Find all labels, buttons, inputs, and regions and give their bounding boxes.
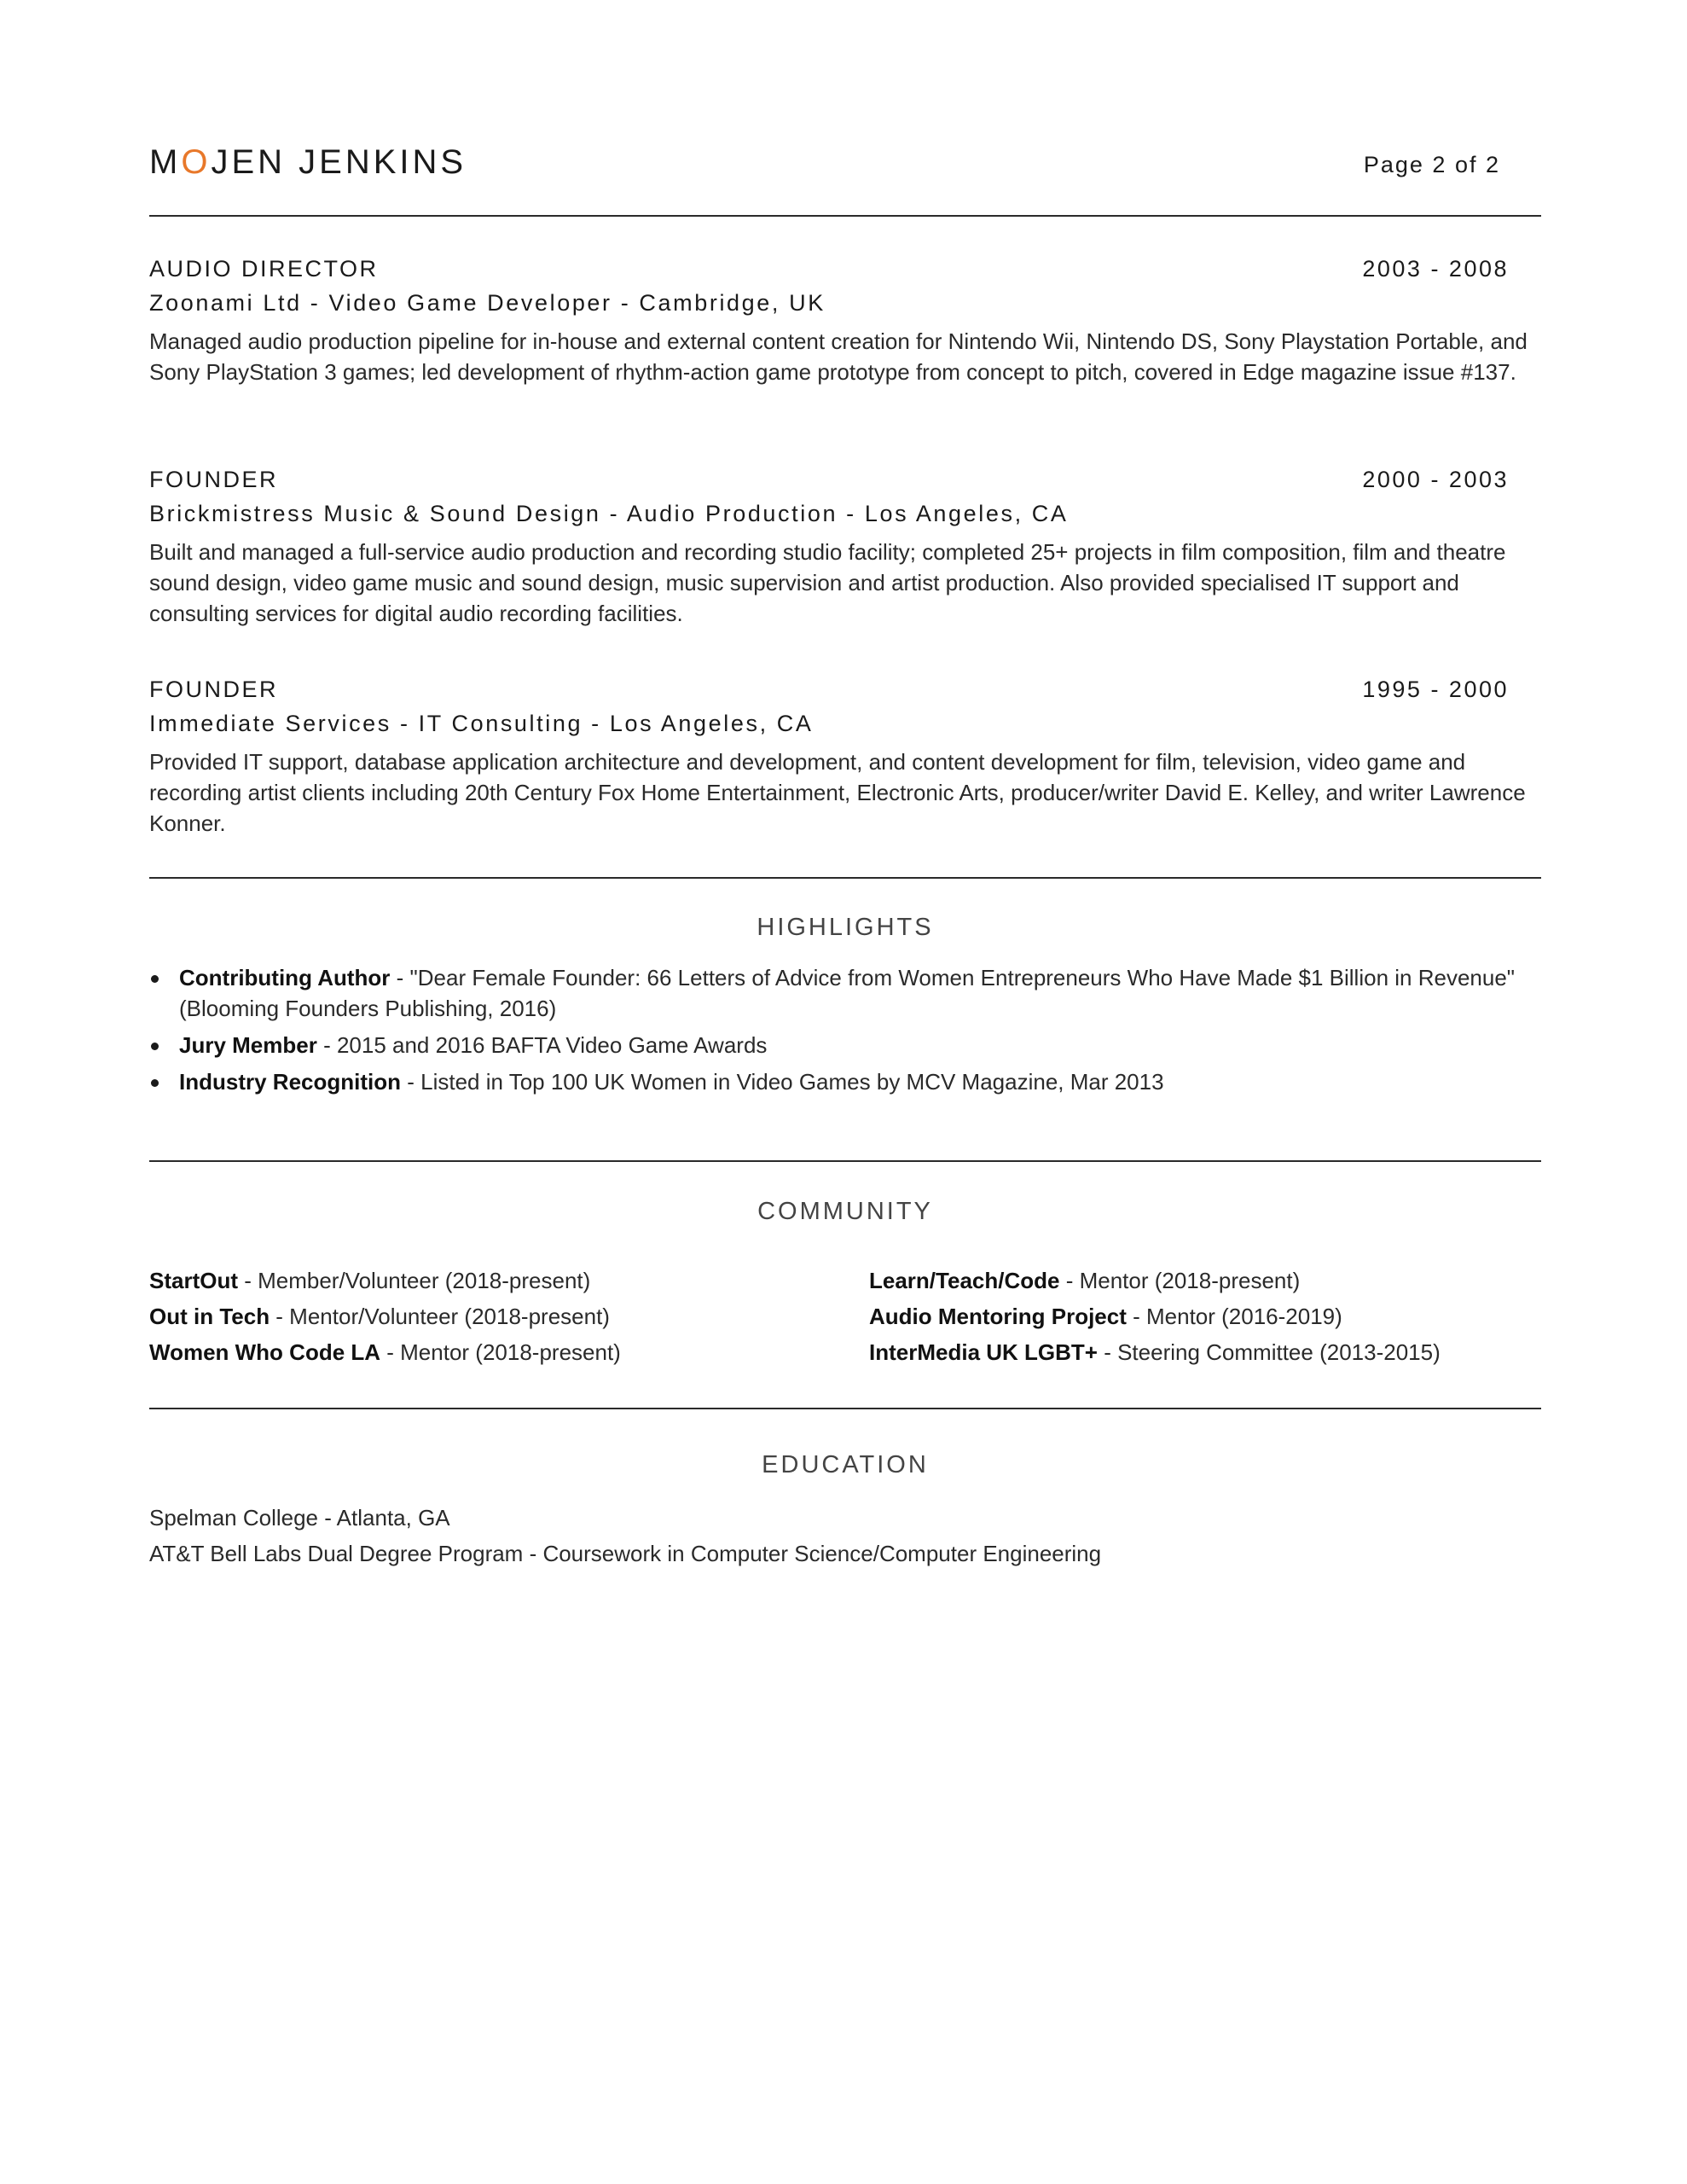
- community-org: Women Who Code LA: [149, 1339, 381, 1365]
- community-org: Out in Tech: [149, 1304, 270, 1329]
- job-title: FOUNDER: [149, 677, 278, 702]
- section-divider: [149, 1160, 1541, 1162]
- community-org: InterMedia UK LGBT+: [869, 1339, 1098, 1365]
- job-organization: Zoonami Ltd - Video Game Developer - Cambridge, UK: [149, 290, 826, 316]
- community-item: [149, 1298, 832, 1334]
- highlights-heading: HIGHLIGHTS: [757, 914, 934, 941]
- community-item: [149, 1334, 832, 1370]
- list-item: [149, 962, 1541, 1024]
- job-description: Provided IT support, database application architecture and development, and content development for film, television, video game and recording artist clients including 20th Century Fox Home Entertainment, Electronic Arts, producer/writer David E. Kelley, and writer Lawrence Konner.: [149, 749, 1526, 836]
- highlight-term: Contributing Author: [179, 965, 391, 990]
- community-org: Learn/Teach/Code: [869, 1268, 1060, 1293]
- education-heading: EDUCATION: [762, 1451, 929, 1478]
- job-description: Built and managed a full-service audio production and recording studio facility; completed 25+ projects in film composition, film and theatre sound design, video game music and sound design, music supervision and artist production. Also provided specialised IT support and consulting services for digital audio recording facilities.: [149, 539, 1506, 626]
- highlight-text: - Listed in Top 100 UK Women in Video Games by MCV Magazine, Mar 2013: [401, 1069, 1164, 1095]
- header-divider: [149, 215, 1541, 217]
- highlight-text: - 2015 and 2016 BAFTA Video Game Awards: [316, 1032, 768, 1058]
- job-organization: Brickmistress Music & Sound Design - Audio Production - Los Angeles, CA: [149, 501, 1069, 526]
- highlight-term: Jury Member: [179, 1032, 317, 1058]
- list-item: [149, 1030, 1541, 1060]
- education-line: Spelman College - Atlanta, GA: [149, 1505, 450, 1531]
- job-years: 1995 - 2000: [1362, 677, 1509, 702]
- bullet-icon: [151, 1043, 159, 1050]
- community-role: - Mentor/Volunteer (2018-present): [270, 1304, 610, 1329]
- community-role: - Mentor (2018-present): [1059, 1268, 1301, 1293]
- resume-header: [149, 143, 1541, 186]
- job-description: Managed audio production pipeline for in-house and external content creation for Nintendo Wii, Nintendo DS, Sony Playstation Portable, and Sony PlayStation 3 games; led development of rhythm-action game prototype from concept to pitch, covered in Edge magazine issue #137.: [149, 328, 1528, 385]
- community-org: Audio Mentoring Project: [869, 1304, 1127, 1329]
- community-item: [869, 1263, 1551, 1298]
- name-first-letter: M: [149, 143, 182, 181]
- community-item: [869, 1298, 1551, 1334]
- job-title: FOUNDER: [149, 467, 278, 492]
- section-divider: [149, 1408, 1541, 1409]
- name-rest: JEN JENKINS: [211, 143, 467, 181]
- community-role: - Mentor (2018-present): [380, 1339, 621, 1365]
- bullet-icon: [151, 1079, 159, 1087]
- page-indicator: Page 2 of 2: [1363, 152, 1500, 177]
- community-role: - Member/Volunteer (2018-present): [238, 1268, 591, 1293]
- education-list: [149, 1500, 1101, 1571]
- community-heading: COMMUNITY: [757, 1198, 933, 1225]
- highlights-list: [149, 962, 1541, 1103]
- candidate-name: [149, 143, 467, 182]
- community-role: - Steering Committee (2013-2015): [1097, 1339, 1441, 1365]
- community-left-column: [149, 1263, 832, 1370]
- education-line: AT&T Bell Labs Dual Degree Program - Coursework in Computer Science/Computer Engineering: [149, 1541, 1102, 1566]
- highlight-term: Industry Recognition: [179, 1069, 401, 1095]
- job-years: 2003 - 2008: [1362, 256, 1509, 282]
- job-title: AUDIO DIRECTOR: [149, 256, 379, 282]
- community-item: [149, 1263, 832, 1298]
- highlight-text: - "Dear Female Founder: 66 Letters of Advice from Women Entrepreneurs Who Have Made $1 Billion in Revenue" (Blooming Founders Publishing, 2016): [179, 965, 1516, 1021]
- job-organization: Immediate Services - IT Consulting - Los Angeles, CA: [149, 711, 814, 736]
- list-item: [149, 1066, 1541, 1097]
- community-org: StartOut: [149, 1268, 238, 1293]
- community-right-column: [869, 1263, 1551, 1370]
- bullet-icon: [151, 975, 159, 983]
- community-item: [869, 1334, 1551, 1370]
- community-role: - Mentor (2016-2019): [1126, 1304, 1342, 1329]
- job-years: 2000 - 2003: [1362, 467, 1509, 492]
- name-accent-letter: O: [181, 143, 212, 181]
- section-divider: [149, 877, 1541, 879]
